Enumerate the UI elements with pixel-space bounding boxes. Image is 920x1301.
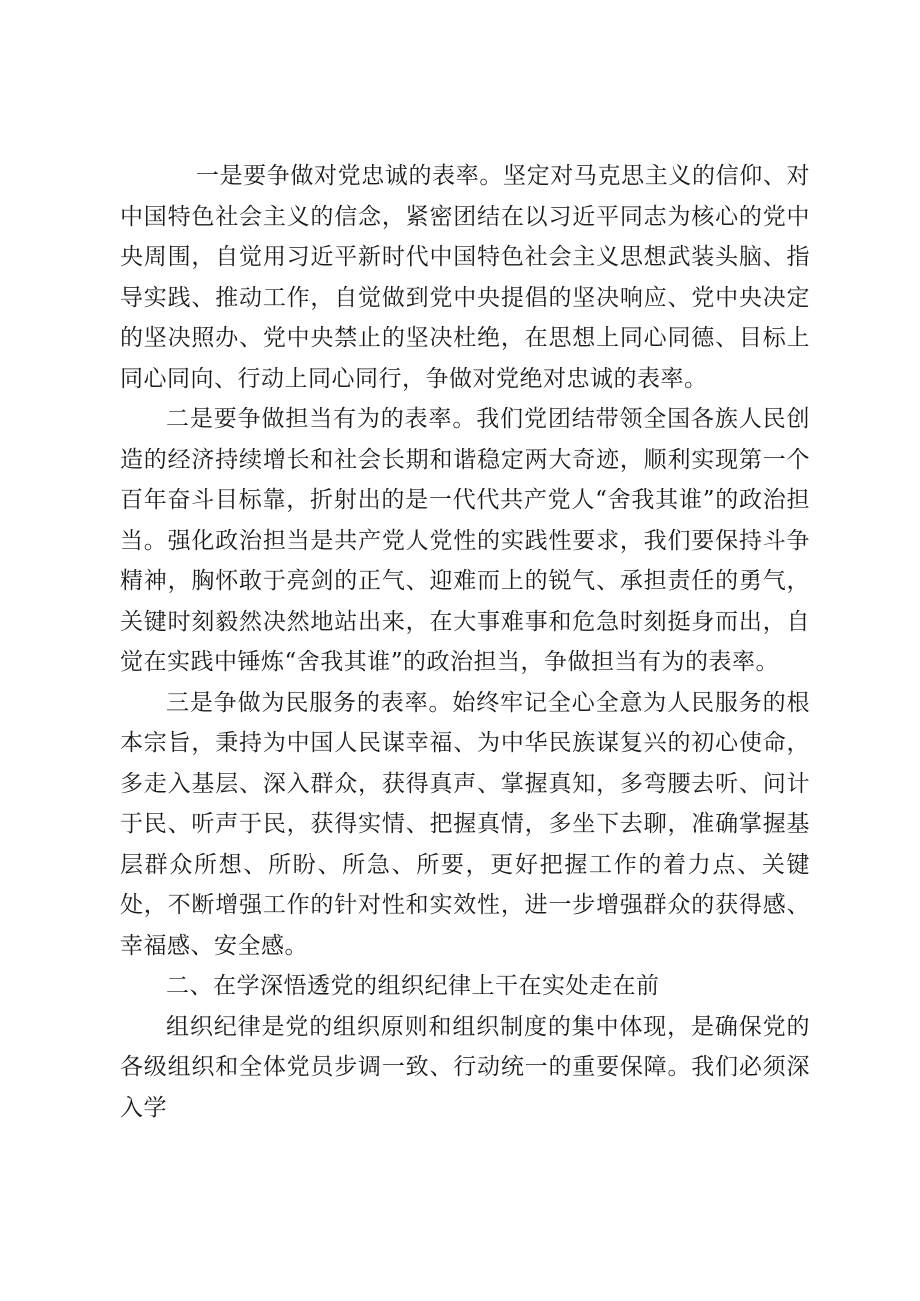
paragraph-loyalty: 一是要争做对党忠诚的表率。坚定对马克思主义的信仰、对中国特色社会主义的信念，紧密团结在以习近平同志为核心的党中央周围，自觉用习近平新时代中国特色社会主义思想武装头脑、指导实践、推动工作，自觉做到党中央提倡的坚决响应、党中央决定的坚决照办、党中央禁止的坚决杜绝，在思想上同心同德、目标上同心同向、行动上同心同行，争做对党绝对忠诚的表率。 xyxy=(120,163,810,392)
paragraph-serve-people: 三是争做为民服务的表率。始终牢记全心全意为人民服务的根本宗旨，秉持为中国人民谋幸福、为中华民族谋复兴的初心使命，多走入基层、深入群众，获得真声、掌握真知，多弯腰去听、问计于民、听声于民，获得实情、把握真情，多坐下去聊，准确掌握基层群众所想、所盼、所急、所要，更好把握工作的着力点、关键处，不断增强工作的针对性和实效性，进一步增强群众的获得感、幸福感、安全感。 xyxy=(120,689,810,959)
section-heading-organization-discipline: 二、在学深悟透党的组织纪律上干在实处走在前 xyxy=(166,973,660,999)
paragraph-responsibility: 二是要争做担当有为的表率。我们党团结带领全国各族人民创造的经济持续增长和社会长期和谐稳定两大奇迹，顺利实现第一个百年奋斗目标靠，折射出的是一代代共产党人“舍我其谁”的政治担当。强化政治担当是共产党人党性的实践性要求，我们要保持斗争精神，胸怀敢于亮剑的正气、迎难而上的锐气、承担责任的勇气，关键时刻毅然决然地站出来，在大事难事和危急时刻挺身而出，自觉在实践中锤炼“舍我其谁”的政治担当，争做担当有为的表率。 xyxy=(120,406,810,675)
paragraph-organization-discipline: 组织纪律是党的组织原则和组织制度的集中体现，是确保党的各级组织和全体党员步调一致、行动统一的重要保障。我们必须深入学 xyxy=(120,1013,810,1121)
document-body xyxy=(120,156,810,1128)
